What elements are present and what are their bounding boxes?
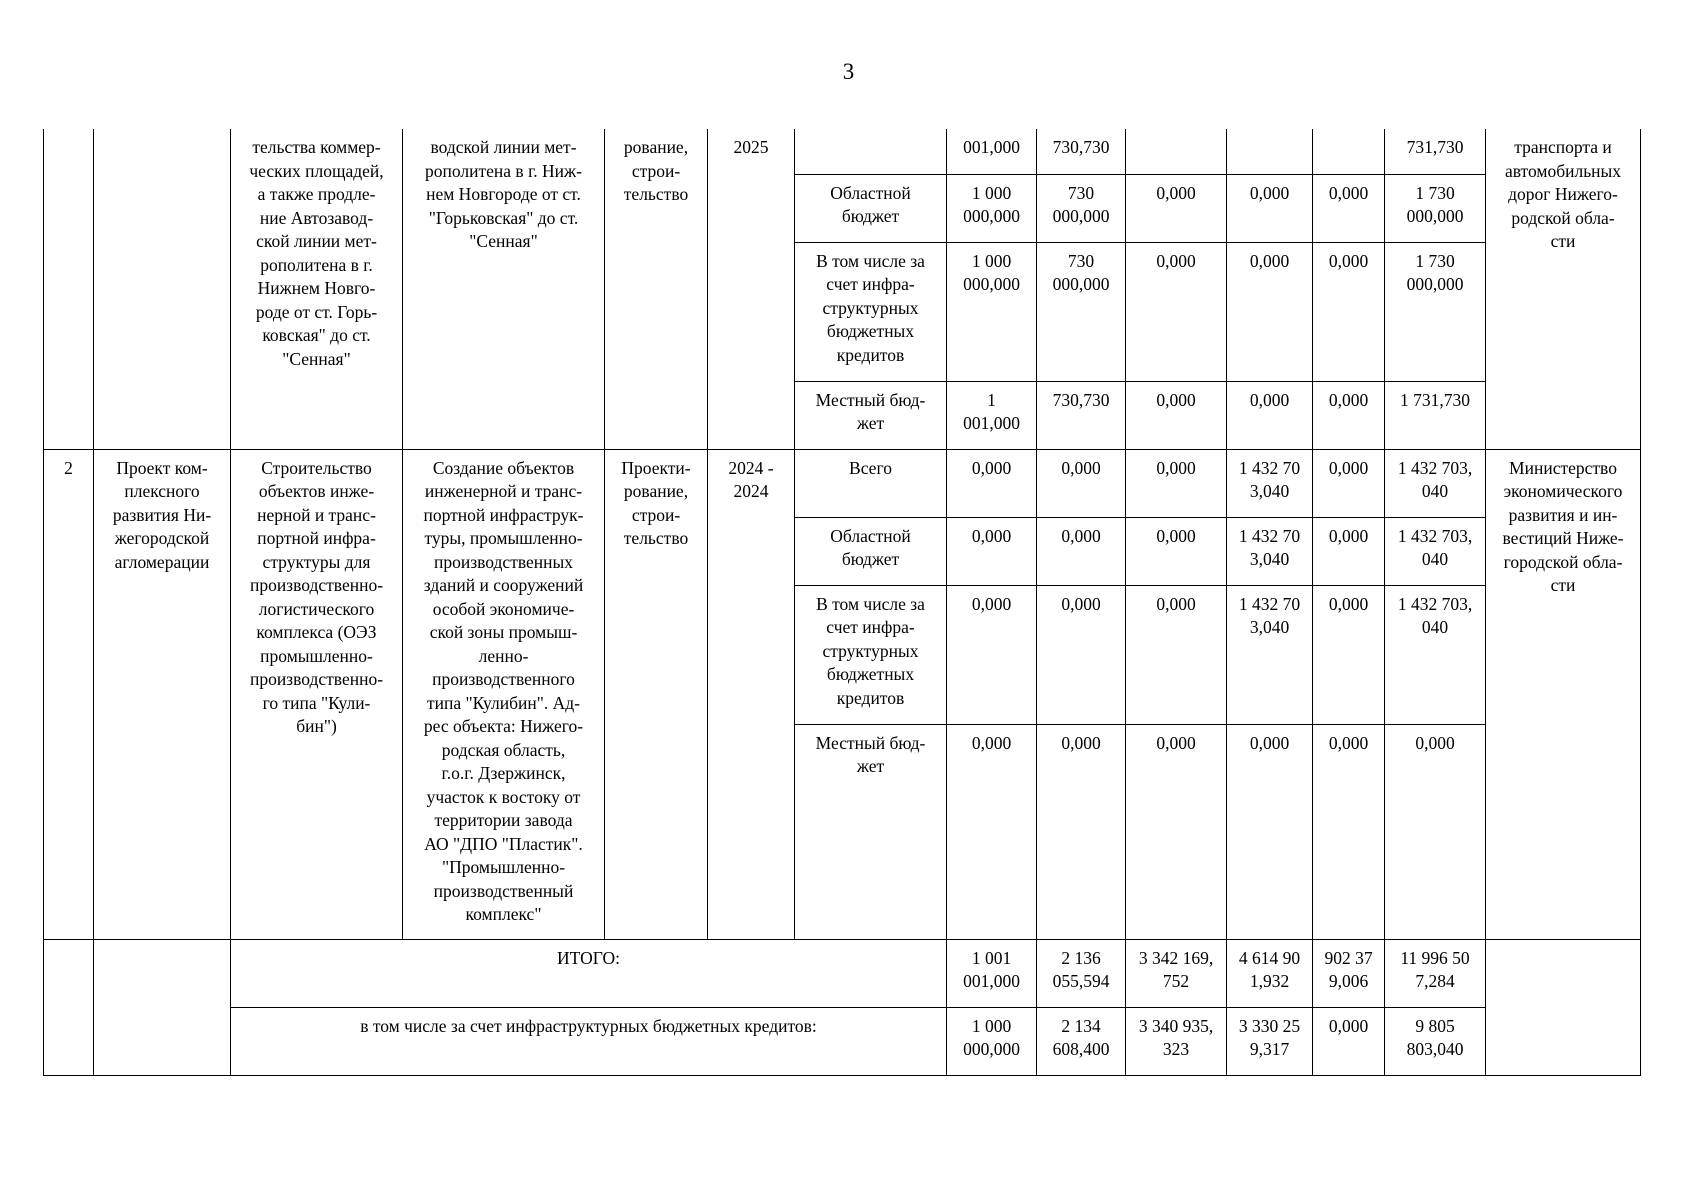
value-cell: 1 000 000,000 xyxy=(947,242,1037,381)
total-cell: 1 432 703, 040 xyxy=(1385,517,1486,585)
total-cell: 1 730 000,000 xyxy=(1385,174,1486,242)
value-cell: 0,000 xyxy=(1313,724,1385,939)
project-name: Проект ком- плексного развития Ни- жегородской агломерации xyxy=(94,449,231,939)
value-cell: 3 340 935, 323 xyxy=(1126,1007,1227,1075)
row-number xyxy=(44,129,94,449)
total-cell: 1 731,730 xyxy=(1385,381,1486,449)
total-cell: 9 805 803,040 xyxy=(1385,1007,1486,1075)
value-cell: 1 001,000 xyxy=(947,381,1037,449)
value-cell: 0,000 xyxy=(1313,585,1385,724)
value-cell: 1 432 70 3,040 xyxy=(1227,517,1313,585)
funding-source: В том числе за счет инфра- структурных бюджетных кредитов xyxy=(795,242,947,381)
value-cell: 0,000 xyxy=(1037,517,1126,585)
value-cell: 1 001 001,000 xyxy=(947,939,1037,1007)
row-number: 2 xyxy=(44,449,94,939)
total-cell: 1 432 703, 040 xyxy=(1385,449,1486,517)
value-cell: 0,000 xyxy=(1227,381,1313,449)
value-cell: 0,000 xyxy=(1126,449,1227,517)
value-cell: 730,730 xyxy=(1037,381,1126,449)
table-row xyxy=(44,129,1641,174)
value-cell: 0,000 xyxy=(1227,242,1313,381)
empty-cell xyxy=(94,939,231,1075)
value-cell xyxy=(1126,129,1227,174)
totals-row xyxy=(44,1007,1641,1075)
empty-cell xyxy=(1486,939,1641,1075)
value-cell: 0,000 xyxy=(1313,1007,1385,1075)
work-stage: рование, строи- тельство xyxy=(605,129,708,449)
budget-table xyxy=(43,129,1641,1076)
executor: Министерство экономического развития и ин- вестиций Ниже- городской обла- сти xyxy=(1486,449,1641,939)
work-period: 2024 - 2024 xyxy=(708,449,795,939)
value-cell: 902 37 9,006 xyxy=(1313,939,1385,1007)
executor: транспорта и автомобильных дорог Нижего- родской обла- сти xyxy=(1486,129,1641,449)
value-cell: 2 136 055,594 xyxy=(1037,939,1126,1007)
value-cell: 0,000 xyxy=(1313,449,1385,517)
page-number: 3 xyxy=(842,59,855,84)
value-cell: 0,000 xyxy=(1037,449,1126,517)
value-cell xyxy=(1227,129,1313,174)
value-cell: 0,000 xyxy=(1313,381,1385,449)
value-cell: 0,000 xyxy=(1313,174,1385,242)
value-cell: 0,000 xyxy=(1313,242,1385,381)
funding-source xyxy=(795,129,947,174)
value-cell xyxy=(1313,129,1385,174)
value-cell: 0,000 xyxy=(1313,517,1385,585)
value-cell: 0,000 xyxy=(1126,381,1227,449)
object-name: Строительство объектов инже- нерной и транс- портной инфра- структуры для производственно- логистического комплекса (ОЭЗ промышленно- производственно- го типа "Кули- бин") xyxy=(231,449,403,939)
funding-source: В том числе за счет инфра- структурных бюджетных кредитов xyxy=(795,585,947,724)
value-cell: 0,000 xyxy=(1126,517,1227,585)
value-cell: 1 432 70 3,040 xyxy=(1227,585,1313,724)
totals-row xyxy=(44,939,1641,1007)
value-cell: 0,000 xyxy=(1227,724,1313,939)
value-cell: 3 342 169, 752 xyxy=(1126,939,1227,1007)
value-cell: 0,000 xyxy=(1037,585,1126,724)
funding-source: Местный бюд- жет xyxy=(795,381,947,449)
funding-source: Областной бюджет xyxy=(795,174,947,242)
value-cell: 2 134 608,400 xyxy=(1037,1007,1126,1075)
value-cell: 0,000 xyxy=(1126,724,1227,939)
value-cell: 0,000 xyxy=(1126,585,1227,724)
value-cell: 0,000 xyxy=(947,449,1037,517)
value-cell: 0,000 xyxy=(1126,174,1227,242)
totals-credit-label: в том числе за счет инфраструктурных бюджетных кредитов: xyxy=(231,1007,947,1075)
value-cell: 0,000 xyxy=(1126,242,1227,381)
total-cell: 11 996 50 7,284 xyxy=(1385,939,1486,1007)
total-cell: 0,000 xyxy=(1385,724,1486,939)
total-cell: 731,730 xyxy=(1385,129,1486,174)
value-cell: 0,000 xyxy=(1227,174,1313,242)
empty-cell xyxy=(44,939,94,1075)
value-cell: 1 432 70 3,040 xyxy=(1227,449,1313,517)
object-name: тельства коммер- ческих площадей, а также продле- ние Автозавод- ской линии мет- рополитена в г. Нижнем Новго- роде от ст. Горь- ковская" до ст. "Сенная" xyxy=(231,129,403,449)
funding-source: Всего xyxy=(795,449,947,517)
value-cell: 1 000 000,000 xyxy=(947,1007,1037,1075)
value-cell: 730 000,000 xyxy=(1037,174,1126,242)
work-period: 2025 xyxy=(708,129,795,449)
funding-source: Местный бюд- жет xyxy=(795,724,947,939)
value-cell: 1 000 000,000 xyxy=(947,174,1037,242)
funding-source: Областной бюджет xyxy=(795,517,947,585)
value-cell: 001,000 xyxy=(947,129,1037,174)
object-purpose: водской линии мет- рополитена в г. Ниж- нем Новгороде от ст. "Горьковская" до ст. "Сенная" xyxy=(403,129,605,449)
totals-label: ИТОГО: xyxy=(231,939,947,1007)
value-cell: 730 000,000 xyxy=(1037,242,1126,381)
value-cell: 0,000 xyxy=(947,517,1037,585)
value-cell: 4 614 90 1,932 xyxy=(1227,939,1313,1007)
total-cell: 1 730 000,000 xyxy=(1385,242,1486,381)
value-cell: 730,730 xyxy=(1037,129,1126,174)
work-stage: Проекти- рование, строи- тельство xyxy=(605,449,708,939)
project-name xyxy=(94,129,231,449)
total-cell: 1 432 703, 040 xyxy=(1385,585,1486,724)
object-purpose: Создание объектов инженерной и транс- портной инфраструк- туры, промышленно- производственных зданий и сооружений особой экономиче- ской зоны промыш- ленно- производственного типа "Кулибин". Ад- рес объекта: Нижего- родская область, г.о.г. Дзержинск, участок к востоку от территории завода АО "ДПО "Пластик". "Промышленно- производственный комплекс" xyxy=(403,449,605,939)
value-cell: 0,000 xyxy=(947,585,1037,724)
value-cell: 0,000 xyxy=(947,724,1037,939)
value-cell: 0,000 xyxy=(1037,724,1126,939)
table-row xyxy=(44,449,1641,517)
value-cell: 3 330 25 9,317 xyxy=(1227,1007,1313,1075)
